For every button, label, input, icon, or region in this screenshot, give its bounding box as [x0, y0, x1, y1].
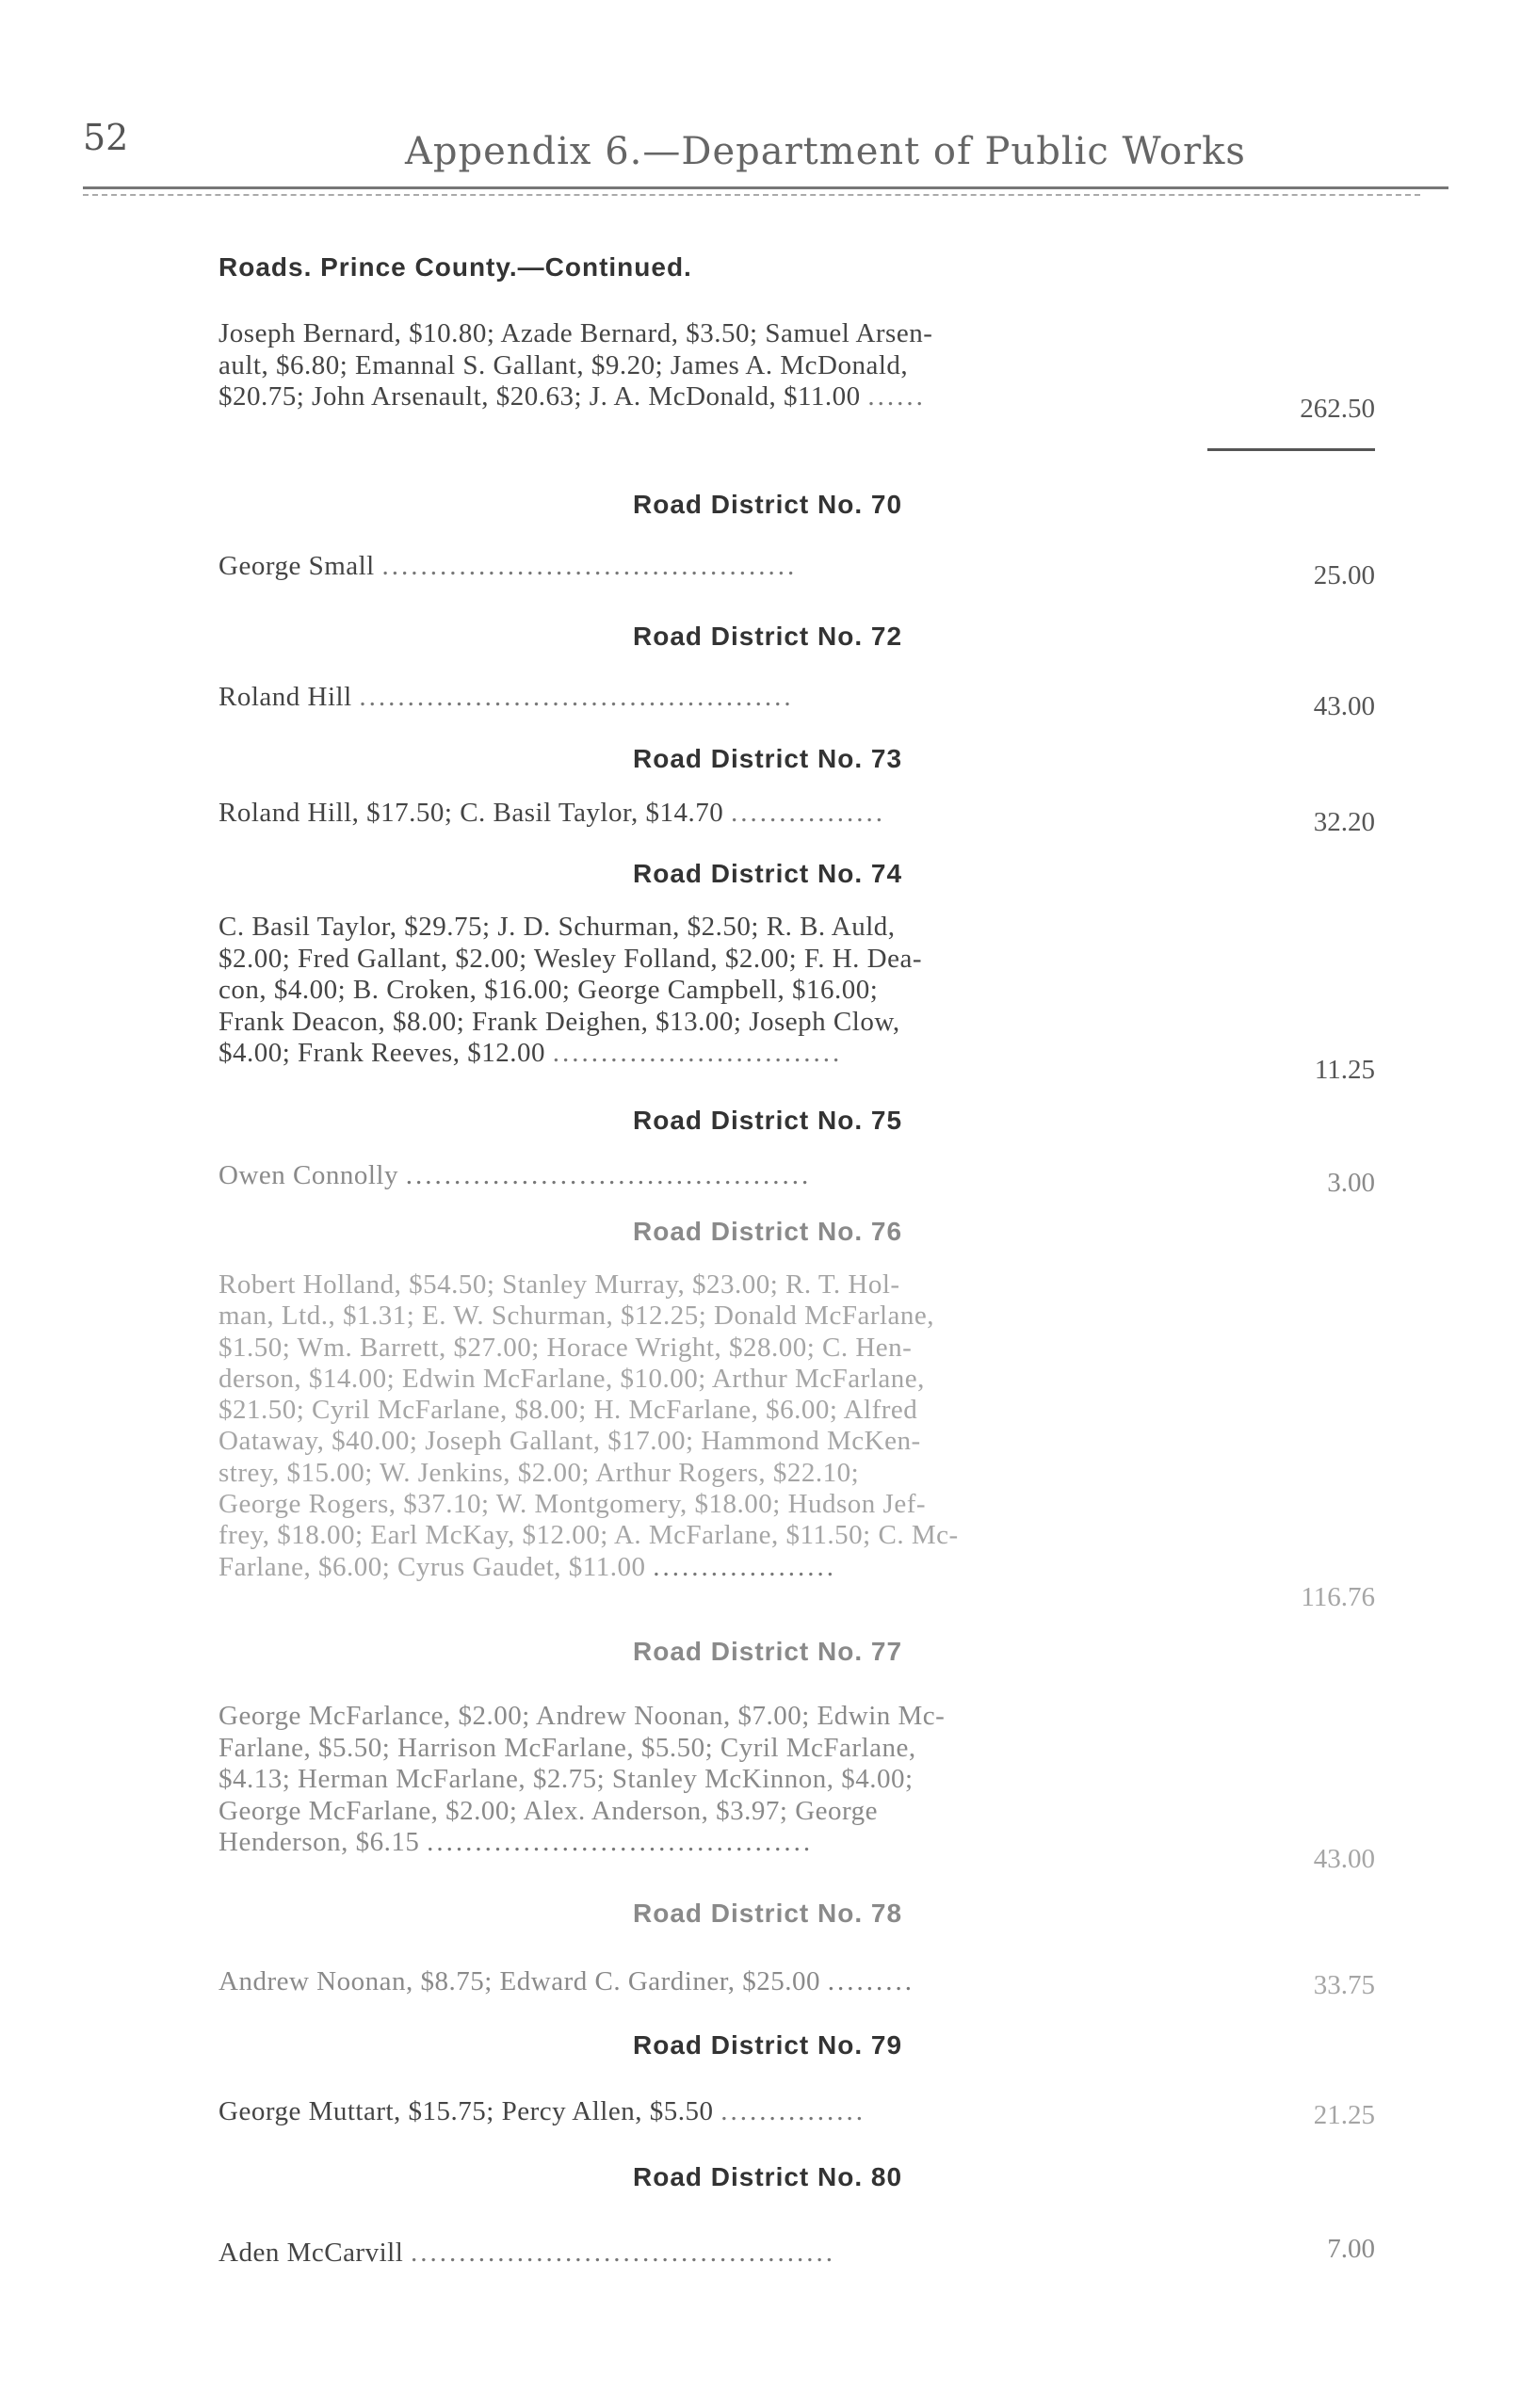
entry-line: Joseph Bernard, $10.80; Azade Bernard, $3.50; Samuel Arsen-: [218, 318, 933, 348]
district-heading: Road District No. 79: [633, 2030, 903, 2060]
district-entry: [218, 2238, 1212, 2270]
district-heading: Road District No. 73: [633, 744, 903, 773]
header-rule: [83, 186, 1448, 189]
entry-line-last: [218, 1827, 1212, 1859]
district-heading: Road District No. 76: [633, 1217, 903, 1246]
amount: 262.50: [1300, 394, 1375, 424]
leader-dots: .........: [827, 1966, 914, 1996]
entry-line-last: [218, 2096, 1212, 2128]
entry-line: George Rogers, $37.10; W. Montgomery, $18.00; Hudson Jef-: [218, 1489, 927, 1520]
entry-line-last: [218, 1552, 1212, 1583]
entry-line-last: [218, 798, 1212, 830]
entry-line: ault, $6.80; Emannal S. Gallant, $9.20; James A. McDonald,: [218, 349, 909, 380]
amount: 116.76: [1301, 1582, 1375, 1612]
district-heading: Road District No. 74: [633, 859, 903, 888]
district-heading: Road District No. 75: [633, 1106, 903, 1135]
entry-line: $1.50; Wm. Barrett, $27.00; Horace Wright, $28.00; C. Hen-: [218, 1332, 913, 1363]
entry-text: George Small: [218, 551, 375, 581]
leader-dots: ............................................: [411, 2238, 836, 2268]
entry-text: $20.75; John Arsenault, $20.63; J. A. McDonald, $11.00: [218, 381, 861, 412]
entry-line: frey, $18.00; Earl McKay, $12.00; A. McFarlane, $11.50; C. Mc-: [218, 1520, 959, 1551]
entry-text: Roland Hill: [218, 682, 352, 712]
entry-line-last: [218, 682, 1212, 714]
entry-line: strey, $15.00; W. Jenkins, $2.00; Arthur Rogers, $22.10;: [218, 1457, 860, 1488]
entry-text: Andrew Noonan, $8.75; Edward C. Gardiner, $25.00: [218, 1966, 820, 1996]
leader-dots: ................: [731, 798, 885, 828]
page-number: 52: [83, 117, 129, 158]
entry-line: $21.50; Cyril McFarlane, $8.00; H. McFarlane, $6.00; Alfred: [218, 1395, 918, 1426]
district-entry: [218, 682, 1212, 714]
district-entry: [218, 798, 1212, 830]
leader-dots: ...................: [653, 1551, 836, 1582]
district-entry: [218, 912, 1212, 1070]
leader-dots: ........................................: [427, 1827, 814, 1858]
entry-text: Farlane, $6.00; Cyrus Gaudet, $11.00: [218, 1551, 646, 1582]
amount: 25.00: [1313, 560, 1375, 590]
district-heading: Road District No. 77: [633, 1637, 903, 1666]
entry-text: Henderson, $6.15: [218, 1827, 420, 1858]
district-heading: Road District No. 70: [633, 490, 903, 519]
entry-line: C. Basil Taylor, $29.75; J. D. Schurman, $2.50; R. B. Auld,: [218, 912, 896, 942]
entry-text: George Muttart, $15.75; Percy Allen, $5.50: [218, 2096, 714, 2126]
entry-line: $4.13; Herman McFarlane, $2.75; Stanley McKinnon, $4.00;: [218, 1764, 914, 1795]
entry-line: derson, $14.00; Edwin McFarlane, $10.00; Arthur McFarlane,: [218, 1363, 925, 1394]
entry-line-last: [218, 551, 1212, 583]
entry-line: Robert Holland, $54.50; Stanley Murray, $23.00; R. T. Hol-: [218, 1269, 900, 1300]
entry-line: George McFarlane, $2.00; Alex. Anderson, $3.97; George: [218, 1795, 879, 1826]
district-entry: [218, 2096, 1212, 2128]
leader-dots: .............................................: [359, 682, 794, 712]
amount: 33.75: [1313, 1970, 1375, 2000]
opening-entry: [218, 318, 1212, 413]
entry-line: man, Ltd., $1.31; E. W. Schurman, $12.25; Donald McFarlane,: [218, 1301, 935, 1332]
leader-dots: ..........................................: [405, 1160, 812, 1190]
entry-line-last: [218, 381, 1212, 413]
district-entry: [218, 1966, 1212, 1998]
entry-line: Oataway, $40.00; Joseph Gallant, $17.00; Hammond McKen-: [218, 1426, 921, 1457]
entry-line-last: [218, 2238, 1212, 2270]
running-head: Appendix 6.—Department of Public Works: [405, 130, 1246, 173]
entry-line-last: [218, 1966, 1212, 1998]
amount: 43.00: [1313, 691, 1375, 721]
amount: 7.00: [1327, 2234, 1375, 2264]
amount: 11.25: [1314, 1055, 1375, 1085]
entry-line: con, $4.00; B. Croken, $16.00; George Campbell, $16.00;: [218, 975, 879, 1006]
entry-line: Frank Deacon, $8.00; Frank Deighen, $13.00; Joseph Clow,: [218, 1006, 900, 1037]
district-entry: [218, 1269, 1212, 1583]
entry-text: $4.00; Frank Reeves, $12.00: [218, 1038, 545, 1069]
leader-dots: ...........................................: [381, 551, 798, 581]
district-entry: [218, 1701, 1212, 1859]
district-entry: [218, 551, 1212, 583]
entry-line: George McFarlance, $2.00; Andrew Noonan, $7.00; Edwin Mc-: [218, 1701, 946, 1731]
entry-text: Roland Hill, $17.50; C. Basil Taylor, $14.70: [218, 798, 724, 828]
leader-dots: ..............................: [552, 1038, 843, 1069]
amount: 32.20: [1313, 807, 1375, 837]
section-heading: Roads. Prince County.—Continued.: [218, 252, 692, 282]
district-heading: Road District No. 72: [633, 622, 903, 651]
district-entry: [218, 1160, 1212, 1192]
total-rule: [1207, 448, 1375, 451]
entry-text: Aden McCarvill: [218, 2238, 404, 2268]
leader-dots: ...............: [720, 2096, 866, 2126]
header-rule-secondary: [83, 194, 1420, 196]
entry-line: $2.00; Fred Gallant, $2.00; Wesley Folland, $2.00; F. H. Dea-: [218, 943, 923, 974]
entry-line-last: [218, 1038, 1212, 1070]
entry-line-last: [218, 1160, 1212, 1192]
entry-text: Owen Connolly: [218, 1160, 398, 1190]
district-heading: Road District No. 78: [633, 1899, 903, 1928]
entry-line: Farlane, $5.50; Harrison McFarlane, $5.50; Cyril McFarlane,: [218, 1732, 916, 1763]
leader-dots: ......: [867, 381, 926, 412]
district-heading: Road District No. 80: [633, 2162, 903, 2191]
amount: 3.00: [1327, 1168, 1375, 1198]
amount: 21.25: [1313, 2100, 1375, 2130]
amount: 43.00: [1313, 1844, 1375, 1874]
